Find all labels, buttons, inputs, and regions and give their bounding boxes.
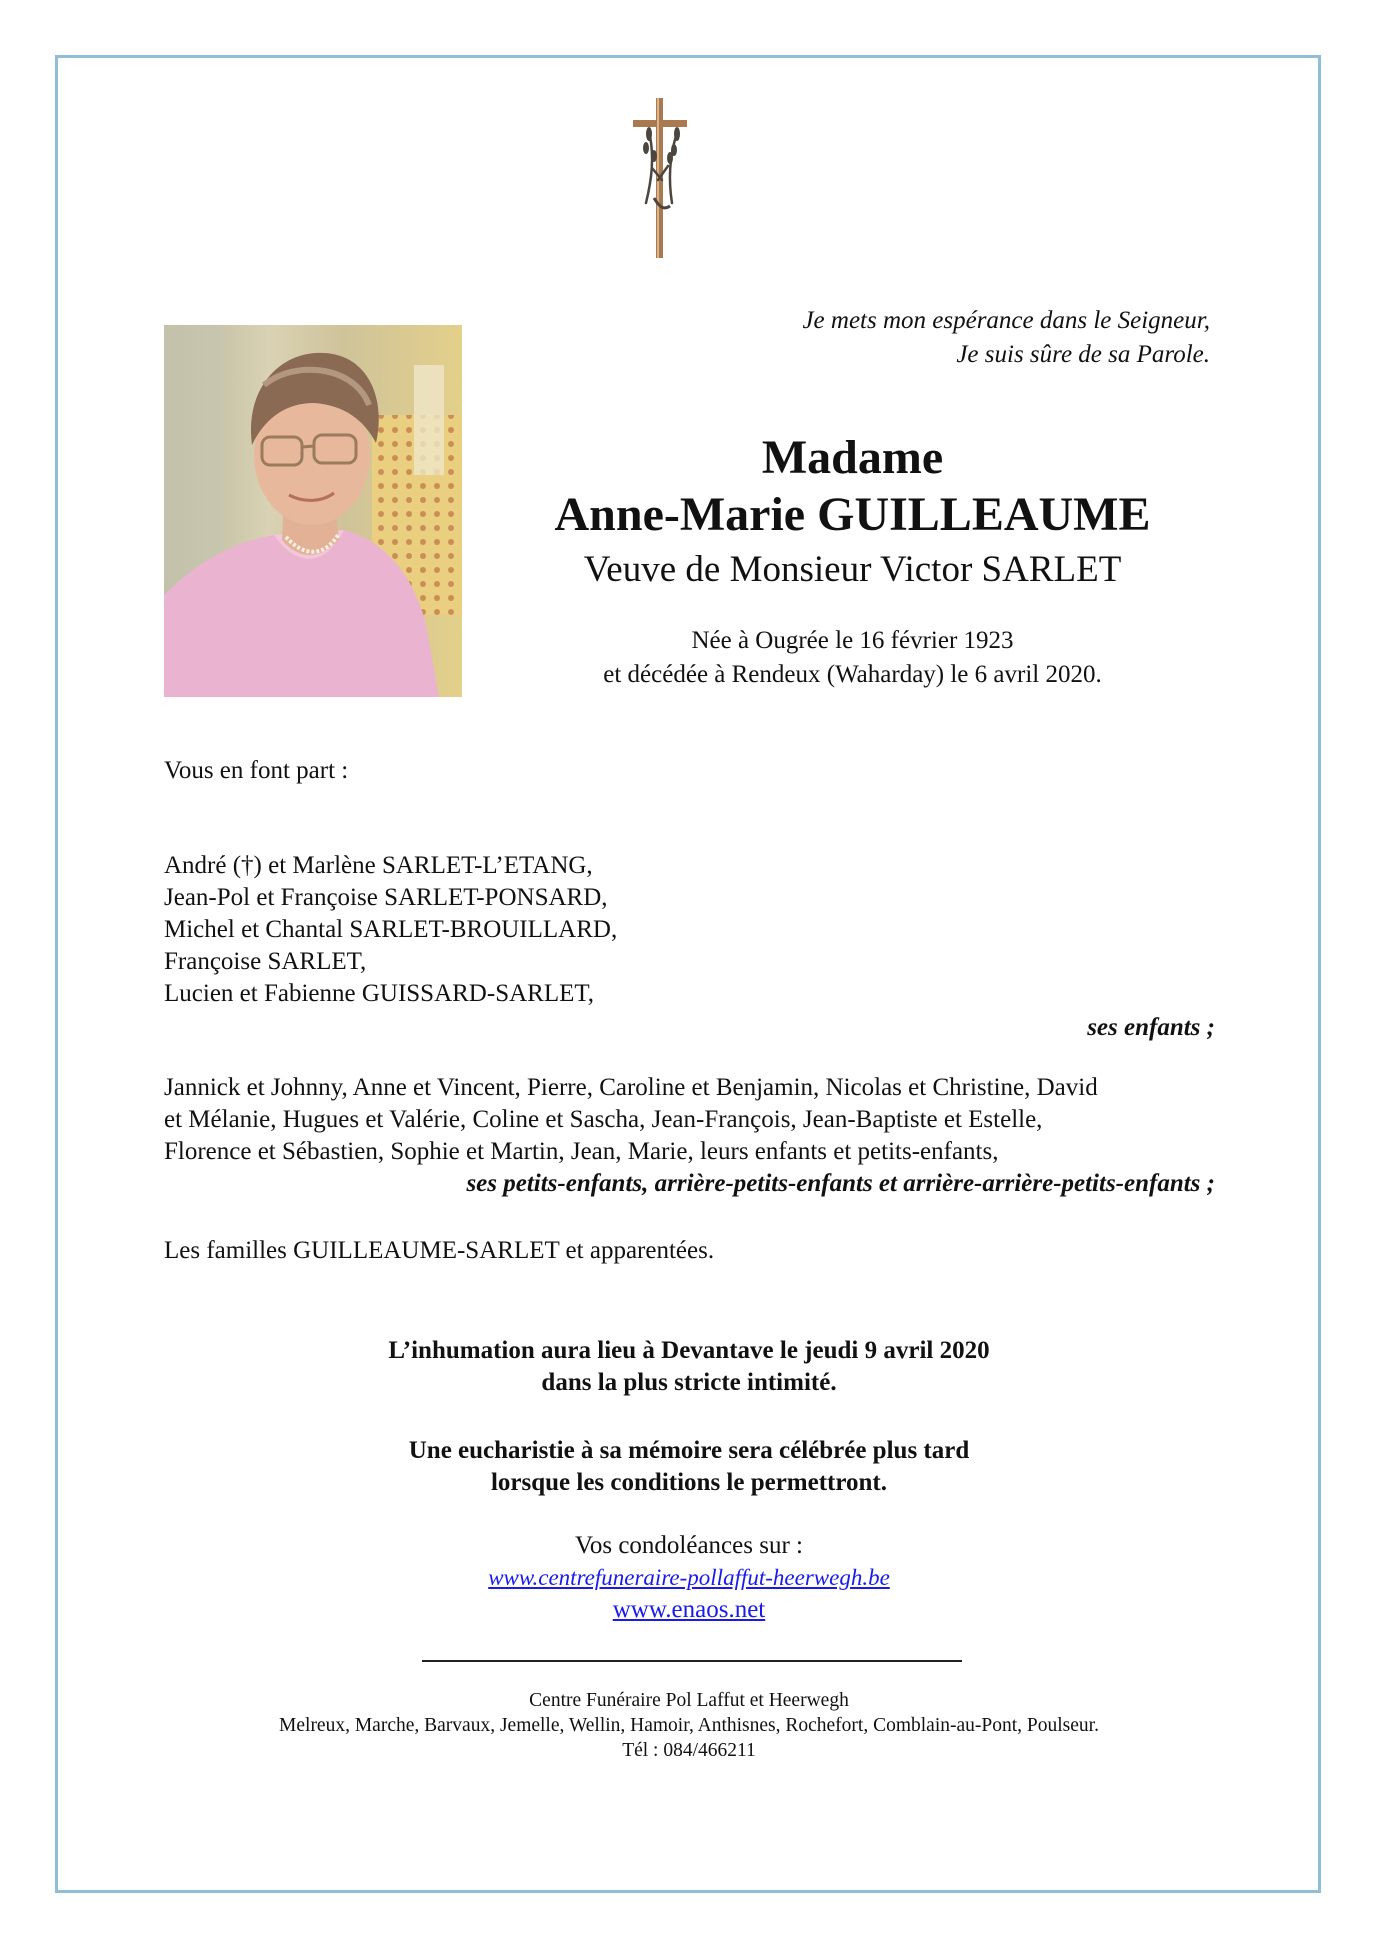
list-item: et Mélanie, Hugues et Valérie, Coline et Sascha, Jean-François, Jean-Baptiste et Estelle,	[164, 1106, 1043, 1133]
families-line: Les familles GUILLEAUME-SARLET et apparentées.	[164, 1237, 715, 1264]
epigraph	[802, 304, 1210, 372]
divider	[422, 1660, 962, 1662]
list-item: Jannick et Johnny, Anne et Vincent, Pierre, Caroline et Benjamin, Nicolas et Christine, David	[164, 1074, 1098, 1101]
enaos-link[interactable]: www.enaos.net	[612, 1596, 766, 1623]
company-phone: Tél : 084/466211	[622, 1740, 756, 1761]
mass-info	[164, 1435, 1214, 1499]
list-item: Jean-Pol et Françoise SARLET-PONSARD,	[164, 884, 608, 911]
epigraph-line: Je mets mon espérance dans le Seigneur,	[802, 307, 1210, 334]
list-item: Florence et Sébastien, Sophie et Martin, Jean, Marie, leurs enfants et petits-enfants,	[164, 1138, 999, 1165]
company-name: Centre Funéraire Pol Laffut et Heerwegh	[529, 1690, 849, 1711]
list-item: Michel et Chantal SARLET-BROUILLARD,	[164, 916, 618, 943]
children-list	[164, 850, 617, 1010]
list-item: André (†) et Marlène SARLET-L’ETANG,	[164, 852, 593, 879]
honorific: Madame	[761, 431, 944, 484]
grandchildren-list	[164, 1072, 1220, 1168]
birth-line: Née à Ougrée le 16 février 1923	[691, 627, 1014, 654]
burial-info	[164, 1335, 1214, 1399]
burial-line: L’inhumation aura lieu à Devantave le jeudi 9 avril 2020	[388, 1337, 990, 1364]
funeral-home-link[interactable]: www.centrefuneraire-pollaffut-heerwegh.be	[488, 1565, 890, 1590]
birth-death-dates	[470, 624, 1235, 692]
cross-icon	[630, 98, 690, 258]
condolences	[164, 1530, 1214, 1626]
burial-line: dans la plus stricte intimité.	[541, 1369, 837, 1396]
epigraph-line: Je suis sûre de sa Parole.	[956, 341, 1210, 368]
mass-line: lorsque les conditions le permettront.	[490, 1469, 888, 1496]
children-role: ses enfants ;	[1087, 1014, 1215, 1041]
announcement-intro: Vous en font part :	[164, 757, 349, 784]
footer	[164, 1688, 1214, 1763]
grandchildren-role: ses petits-enfants, arrière-petits-enfants et arrière-arrière-petits-enfants ;	[466, 1170, 1215, 1197]
widow-of: Veuve de Monsieur Victor SARLET	[583, 549, 1122, 590]
death-line: et décédée à Rendeux (Waharday) le 6 avril 2020.	[603, 661, 1102, 688]
condolences-label: Vos condoléances sur :	[575, 1532, 803, 1559]
mass-line: Une eucharistie à sa mémoire sera célébrée plus tard	[408, 1437, 970, 1464]
company-locations: Melreux, Marche, Barvaux, Jemelle, Wellin, Hamoir, Anthisnes, Rochefort, Comblain-au-Pont, Poulseur.	[279, 1715, 1099, 1736]
list-item: Françoise SARLET,	[164, 948, 367, 975]
deceased-name: Anne-Marie GUILLEAUME	[554, 488, 1151, 541]
list-item: Lucien et Fabienne GUISSARD-SARLET,	[164, 980, 595, 1007]
portrait-photo	[164, 325, 462, 697]
